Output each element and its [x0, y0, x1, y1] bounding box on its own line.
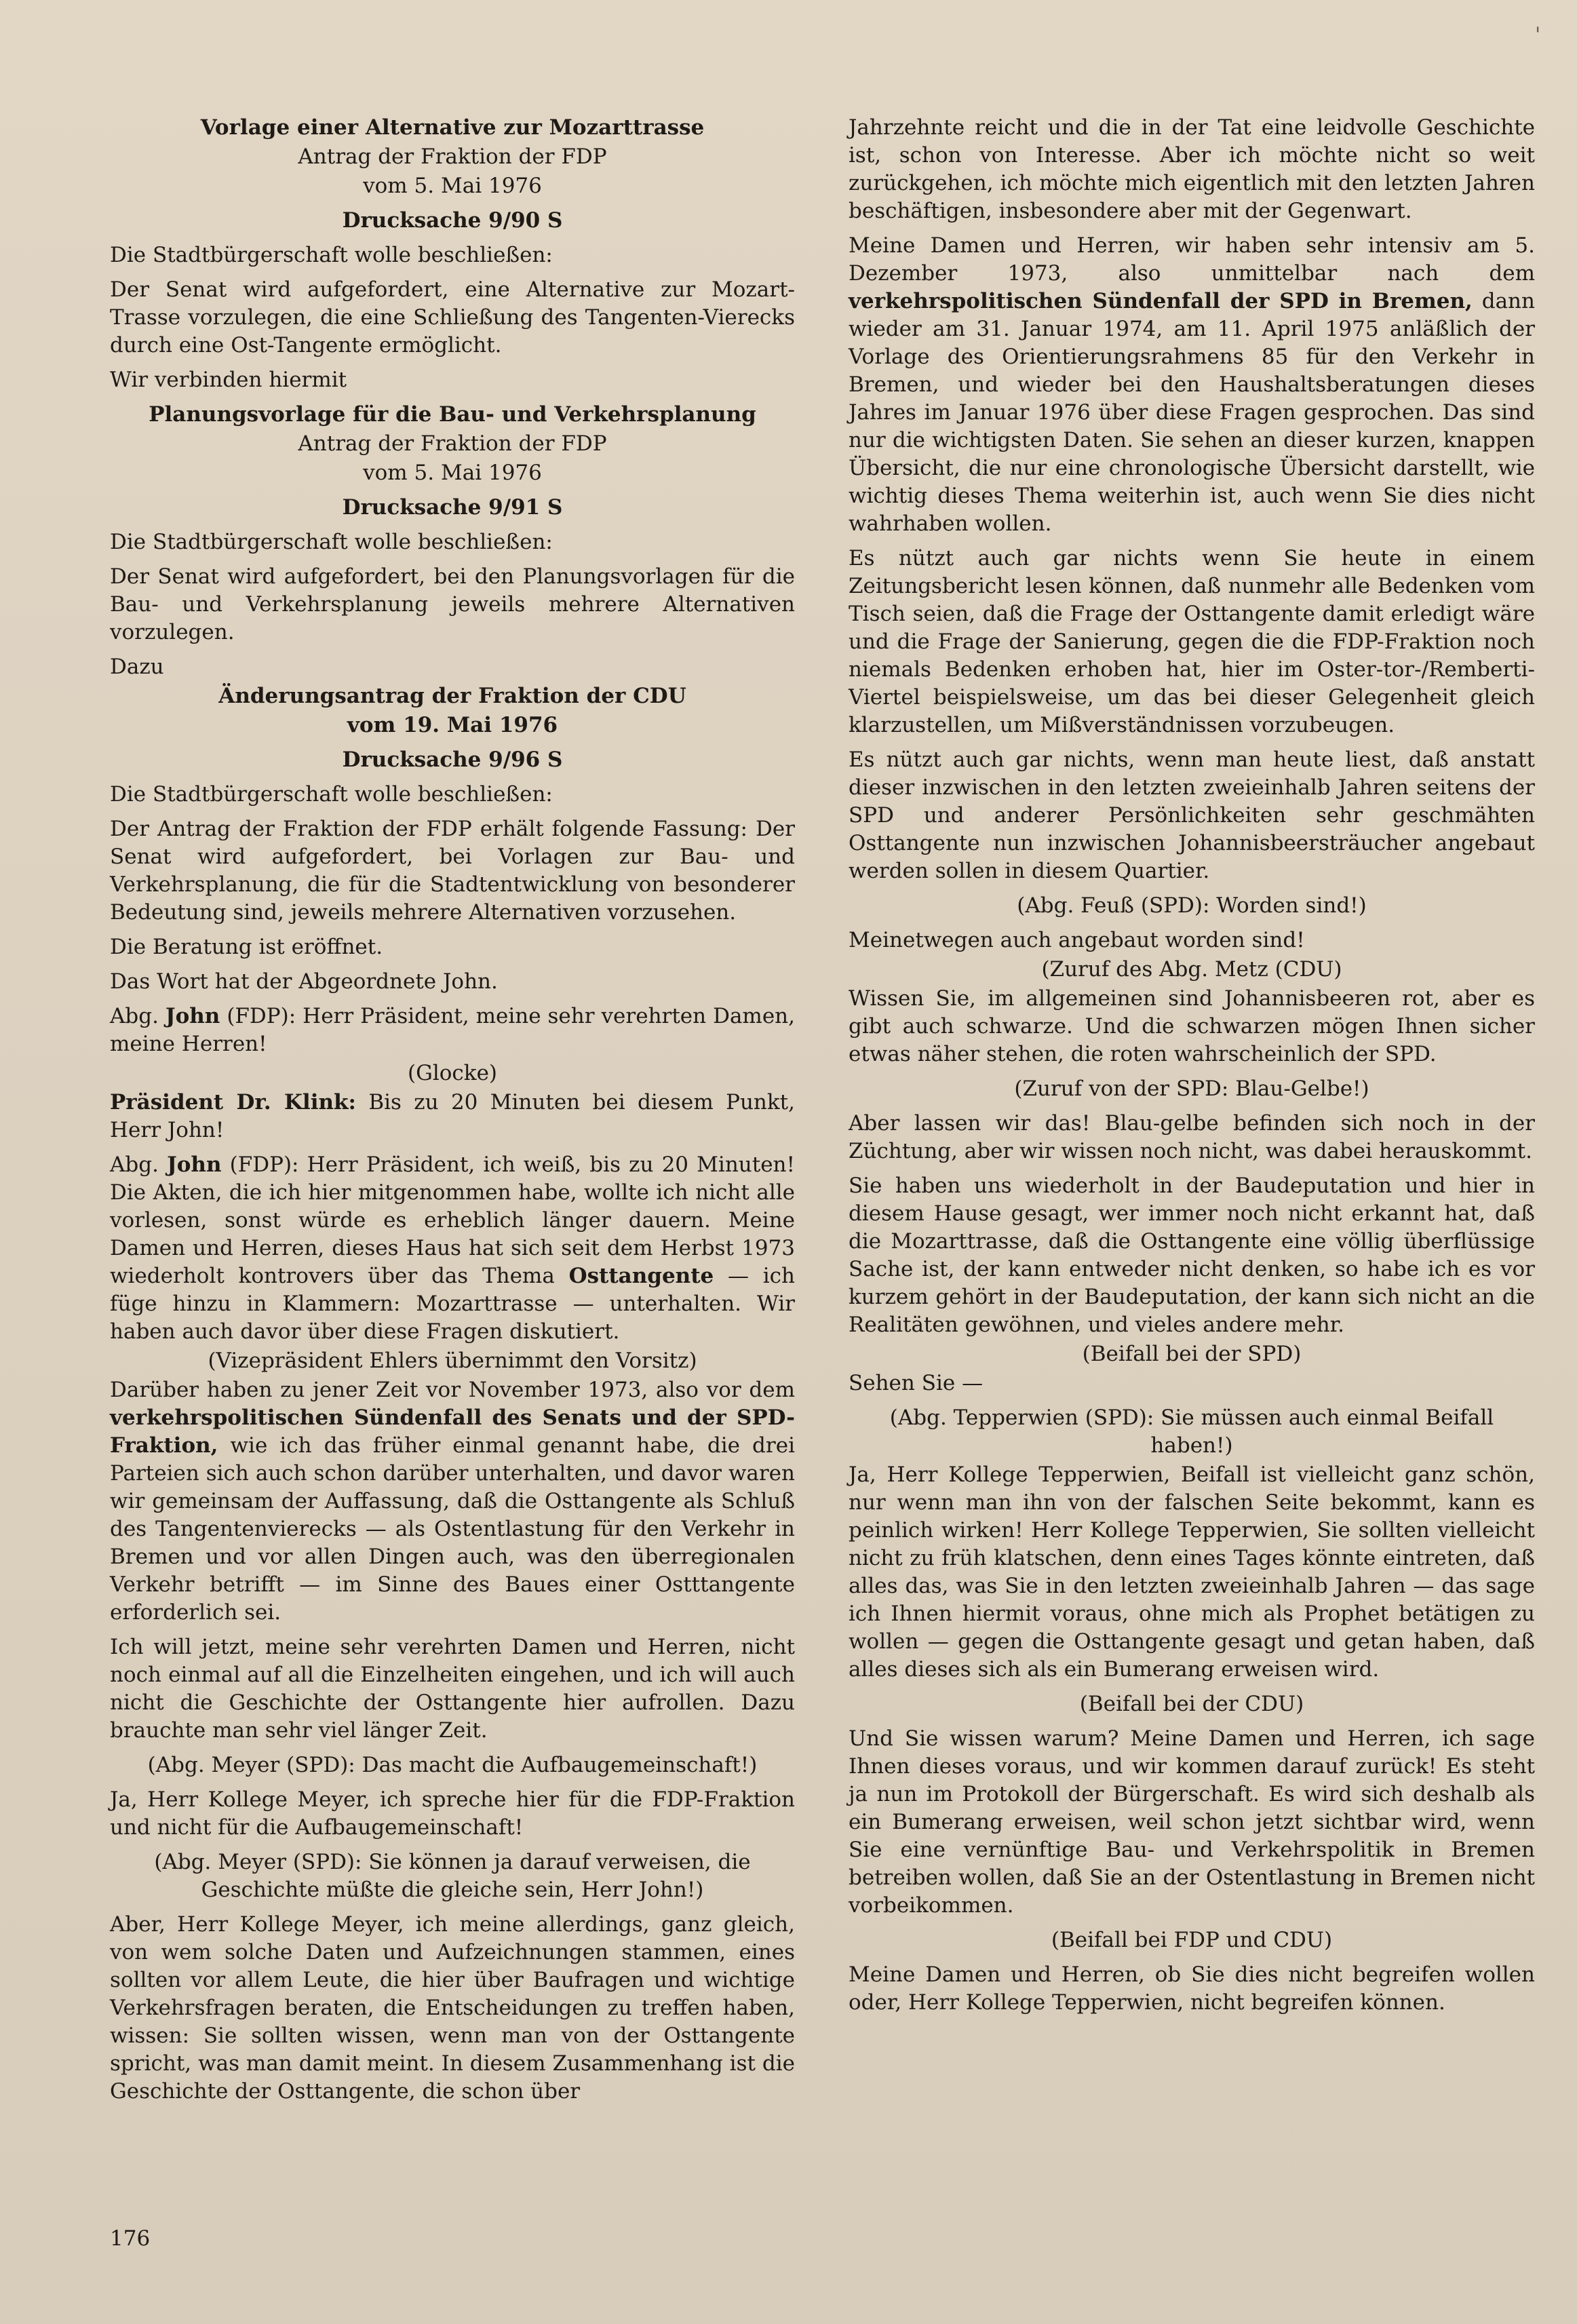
emphasis: verkehrspolitischen Sündenfall des Senats und der SPD-Fraktion, — [110, 1406, 795, 1458]
interjection: (Abg. Feuß (SPD): Worden sind!) — [1017, 893, 1367, 918]
paragraph: Aber lassen wir das! Blau-gelbe befinden sich noch in der Züchtung, aber wir wissen noch nicht, was dabei herauskommt. — [849, 1111, 1535, 1163]
text-run: — ich füge hinzu in Klammern: Mozarttrasse — unterhalten. Wir haben auch davor über diese Fragen diskutiert. — [110, 1264, 796, 1344]
heading-date: vom 5. Mai 1976 — [363, 174, 542, 198]
text-run: Meine Damen und Herren, wir haben sehr intensiv am 5. Dezember 1973, also unmittelbar nach dem — [849, 233, 1535, 286]
left-column — [110, 114, 795, 2112]
paragraph: Die Stadtbürgerschaft wolle beschließen: — [110, 782, 553, 807]
text-run: Abg. — [110, 1153, 168, 1177]
page-number: 176 — [110, 2226, 151, 2251]
text-run: dann wieder am 31. Januar 1974, am 11. April 1975 anläßlich der Vorlage des Orientierungsrahmens 85 für den Verkehr in Bremen, und wieder bei den Haushaltsberatungen dieses Jahres im Januar 1976 über diese Fragen gesprochen. Das sind nur die wichtigsten Daten. Sie sehen an dieser kurzen, knappen Übersicht, die nur eine chronologische Übersicht darstellt, wie wichtig dieses Thema weiterhin ist, auch wenn Sie dies nicht wahrhaben wollen. — [849, 289, 1535, 536]
paragraph: Und Sie wissen warum? Meine Damen und Herren, ich sage Ihnen dieses voraus, und wir kommen darauf zurück! Es steht ja nun im Protokoll der Bürgerschaft. Es wird sich deshalb als ein Bumerang erweisen, weil schon jetzt sichtbar wird, wenn Sie eine vernünftige Bau- und Verkehrspolitik in Bremen betreiben wollen, daß Sie an der Ostentlastung in Bremen nicht vorbeikommen. — [849, 1726, 1535, 1918]
speech-paragraph — [110, 1003, 795, 1058]
interjection: (Abg. Tepperwien (SPD): Sie müssen auch einmal Beifall haben!) — [889, 1406, 1494, 1458]
paragraph: Der Senat wird aufgefordert, bei den Planungsvorlagen für die Bau- und Verkehrsplanung jeweils mehrere Alternativen vorzulegen. — [110, 564, 795, 644]
corner-mark: ' — [1535, 23, 1541, 47]
text-run: Bis zu 20 Minuten bei diesem Punkt, Herr John! — [110, 1090, 795, 1142]
speech-paragraph — [110, 1151, 795, 1346]
interjection: (Zuruf des Abg. Metz (CDU) — [1041, 957, 1342, 982]
interjection: (Vizepräsident Ehlers übernimmt den Vorsitz) — [208, 1349, 697, 1373]
paragraph: Die Beratung ist eröffnet. — [110, 935, 383, 959]
heading-date: vom 19. Mai 1976 — [347, 713, 558, 737]
interjection: (Abg. Meyer (SPD): Sie können ja darauf verweisen, die Geschichte müßte die gleiche sein, Herr John!) — [154, 1850, 751, 1902]
speech-paragraph — [110, 1089, 795, 1144]
speech-paragraph — [110, 1376, 795, 1627]
paragraph: Ja, Herr Kollege Tepperwien, Beifall ist vielleicht ganz schön, nur wenn man ihn von der falschen Seite bekommt, kann es peinlich wirken! Herr Kollege Tepperwien, Sie sollten vielleicht nicht zu früh klatschen, denn eines Tages könnte eintreten, daß alles das, was Sie in den letzten zweieinhalb Jahren — das sage ich Ihnen hiermit voraus, ohne mich als Prophet betätigen zu wollen — gegen die Osttangente gesagt und getan haben, daß alles dieses sich als ein Bumerang erweisen wird. — [849, 1463, 1535, 1682]
paragraph: Dazu — [110, 655, 164, 679]
paragraph: Jahrzehnte reicht und die in der Tat eine leidvolle Geschichte ist, schon von Interesse. Aber ich möchte nicht so weit zurückgehen, ich möchte mich eigentlich mit den letzten Jahren beschäftigen, insbesondere aber mit der Gegenwart. — [849, 115, 1535, 223]
text-run: (FDP): Herr Präsident, ich weiß, bis zu 20 Minuten! Die Akten, die ich hier mitgenommen habe, wollte ich nicht alle vorlesen, sonst würde es erheblich länger dauern. Meine Damen und Herren, dieses Haus hat sich seit dem Herbst 1973 wiederholt kontrovers über das Thema — [110, 1153, 795, 1288]
paragraph: Die Stadtbürgerschaft wolle beschließen: — [110, 243, 553, 267]
interjection: (Beifall bei FDP und CDU) — [1051, 1928, 1333, 1952]
interjection: (Glocke) — [407, 1061, 498, 1085]
paragraph: Wissen Sie, im allgemeinen sind Johannisbeeren rot, aber es gibt auch schwarze. Und die schwarzen mögen Ihnen sicher etwas näher stehen, die roten wahrscheinlich der SPD. — [849, 986, 1535, 1066]
drucksache-number: Drucksache 9/96 S — [342, 748, 563, 772]
heading-date: vom 5. Mai 1976 — [363, 461, 542, 485]
right-column — [849, 114, 1535, 2023]
interjection: (Zuruf von der SPD: Blau-Gelbe!) — [1014, 1077, 1369, 1101]
paragraph: Der Antrag der Fraktion der FDP erhält folgende Fassung: Der Senat wird aufgefordert, bei Vorlagen zur Bau- und Verkehrsplanung, die für die Stadtentwicklung von besonderer Bedeutung sind, jeweils mehrere Alternativen vorzusehen. — [110, 817, 795, 925]
emphasis: Osttangente — [568, 1264, 714, 1288]
speaker-name: John — [165, 1004, 220, 1028]
interjection: (Beifall bei der CDU) — [1079, 1692, 1304, 1716]
heading-subtitle: Antrag der Fraktion der FDP — [298, 431, 607, 456]
paragraph: Es nützt auch gar nichts wenn Sie heute in einem Zeitungsbericht lesen können, daß nunmehr alle Bedenken vom Tisch seien, daß die Frage der Osttangente damit erledigt wäre und die Frage der Sanierung, gegen die die FDP-Fraktion noch niemals Bedenken erhoben hat, hier im Oster-tor-/Remberti-Viertel beispielsweise, um das bei dieser Gelegenheit gleich klarzustellen, um Mißverständnissen vorzubeugen. — [849, 546, 1535, 737]
paragraph: Aber, Herr Kollege Meyer, ich meine allerdings, ganz gleich, von wem solche Daten und Aufzeichnungen stammen, eines sollten vor allem Leute, die hier über Baufragen und wichtige Verkehrsfragen beraten, die Entscheidungen zu treffen haben, wissen: Sie sollten wissen, wenn man von der Osttangente spricht, was man damit meint. In diesem Zusammenhang ist die Geschichte der Osttangente, die schon über — [110, 1912, 795, 2104]
paragraph: Ich will jetzt, meine sehr verehrten Damen und Herren, nicht noch einmal auf all die Einzelheiten eingehen, und ich will auch nicht die Geschichte der Osttangente hier aufrollen. Dazu brauchte man sehr viel länger Zeit. — [110, 1635, 795, 1743]
heading-aenderungsantrag: Änderungsantrag der Fraktion der CDU — [218, 684, 686, 708]
speaker-name: John — [167, 1153, 222, 1177]
paragraph: Wir verbinden hiermit — [110, 368, 347, 392]
text-run: (FDP): Herr Präsident, meine sehr verehrten Damen, meine Herren! — [110, 1004, 795, 1056]
paragraph: Meine Damen und Herren, ob Sie dies nicht begreifen wollen oder, Herr Kollege Tepperwien, nicht begreifen können. — [849, 1962, 1535, 2015]
paragraph: Meinetwegen auch angebaut worden sind! — [849, 928, 1305, 952]
speech-paragraph — [849, 232, 1535, 538]
interjection: (Abg. Meyer (SPD): Das macht die Aufbaugemeinschaft!) — [147, 1753, 758, 1777]
text-run: Darüber haben zu jener Zeit vor November 1973, also vor dem — [110, 1378, 795, 1402]
interjection: (Beifall bei der SPD) — [1082, 1342, 1302, 1366]
speaker-name: Präsident Dr. Klink: — [110, 1090, 356, 1115]
paragraph: Ja, Herr Kollege Meyer, ich spreche hier für die FDP-Fraktion und nicht für die Aufbaugemeinschaft! — [110, 1787, 795, 1840]
heading-mozarttrasse: Vorlage einer Alternative zur Mozarttrasse — [200, 115, 705, 140]
text-run: Abg. — [110, 1004, 166, 1028]
paragraph: Das Wort hat der Abgeordnete John. — [110, 969, 498, 994]
heading-planungsvorlage: Planungsvorlage für die Bau- und Verkehrsplanung — [149, 402, 756, 427]
drucksache-number: Drucksache 9/91 S — [342, 495, 563, 520]
emphasis: verkehrspolitischen Sündenfall der SPD in Bremen, — [849, 289, 1473, 313]
paragraph: Sie haben uns wiederholt in der Baudeputation und hier in diesem Hause gesagt, wer immer noch nicht erkannt hat, daß die Mozarttrasse, daß die Osttangente eine völlig überflüssige Sache ist, der kann entweder nicht denken, so habe ich es vor kurzem gehört in der Baudeputation, der kann sich nicht an die Realitäten gewöhnen, und vieles andere mehr. — [849, 1174, 1535, 1337]
drucksache-number: Drucksache 9/90 S — [342, 208, 563, 233]
paragraph: Es nützt auch gar nichts, wenn man heute liest, daß anstatt dieser inzwischen in den letzten zweieinhalb Jahren seitens der SPD und anderer Persönlichkeiten sehr geschmähten Osttangente nun inzwischen Johannisbeersträucher angebaut werden sollen in diesem Quartier. — [849, 748, 1535, 883]
heading-subtitle: Antrag der Fraktion der FDP — [298, 144, 607, 169]
paragraph: Sehen Sie — — [849, 1371, 984, 1395]
paragraph: Der Senat wird aufgefordert, eine Alternative zur Mozart-Trasse vorzulegen, die eine Schließung des Tangenten-Vierecks durch eine Ost-Tangente ermöglicht. — [110, 277, 795, 357]
text-run: wie ich das früher einmal genannt habe, die drei Parteien sich auch schon darüber unterhalten, und davor waren wir gemeinsam der Auffassung, daß die Osttangente als Schluß des Tangentenvierecks — als Ostentlastung für den Verkehr in Bremen und vor allen Dingen auch, was den überregionalen Verkehr betrifft — im Sinne des Baues einer Ostttangente erforderlich sei. — [110, 1433, 795, 1625]
paragraph: Die Stadtbürgerschaft wolle beschließen: — [110, 530, 553, 554]
